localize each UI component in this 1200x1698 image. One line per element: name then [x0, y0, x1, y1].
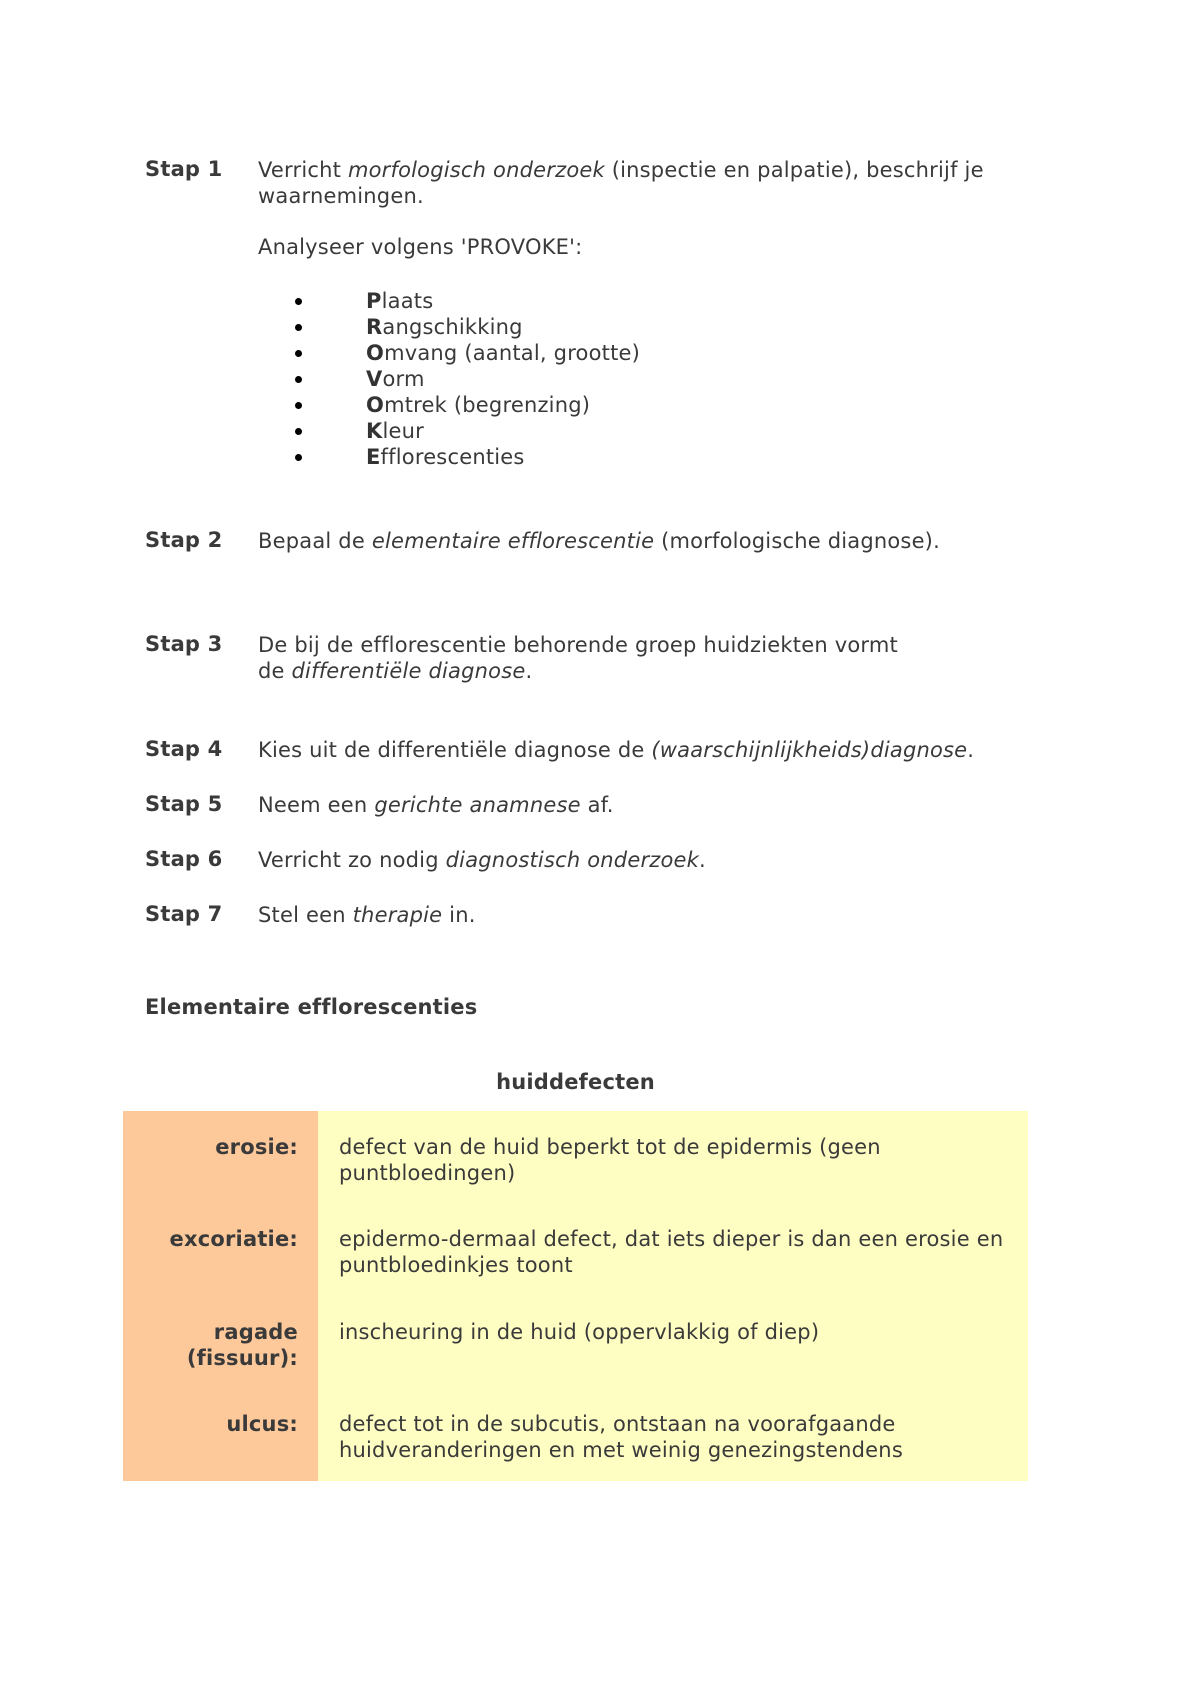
definition-excoriatie: epidermo-dermaal defect, dat iets dieper is dan een erosie en puntbloedinkjes toont	[339, 1227, 1004, 1277]
step-3-line-2: de differentiële diagnose.	[258, 659, 533, 683]
step-2-pre: Bepaal de	[258, 529, 372, 553]
term-ulcus: ulcus:	[226, 1412, 298, 1436]
step-7-label: Stap 7	[145, 902, 223, 926]
term-erosie: erosie:	[215, 1135, 298, 1159]
efflorescence-table	[123, 1111, 1028, 1481]
step-2-text	[258, 528, 1058, 554]
provoke-list	[293, 288, 640, 470]
definition-ragade: inscheuring in de huid (oppervlakkig of diep)	[339, 1320, 820, 1344]
step-3-label: Stap 3	[145, 632, 223, 656]
step-4-label: Stap 4	[145, 737, 223, 761]
step-3-emphasis: differentiële diagnose	[291, 659, 526, 683]
section-title: Elementaire efflorescenties	[145, 995, 478, 1019]
step-1-emphasis: morfologisch onderzoek	[347, 158, 605, 182]
step-5-label: Stap 5	[145, 792, 223, 816]
step-1-post: (inspectie en palpatie), beschrijf je waarnemingen.	[258, 158, 984, 208]
term-ragade: ragade (fissuur):	[186, 1320, 298, 1370]
step-2-label: Stap 2	[145, 528, 223, 552]
step-3-text	[258, 632, 1058, 684]
step-6-emphasis: diagnostisch onderzoek	[445, 848, 700, 872]
provoke-item-omtrek: Omtrek (begrenzing)	[293, 392, 640, 418]
step-7-emphasis: therapie	[352, 903, 443, 927]
provoke-intro: Analyseer volgens 'PROVOKE':	[258, 235, 583, 259]
provoke-item-plaats: Plaats	[293, 288, 640, 314]
step-5-emphasis: gerichte anamnese	[374, 793, 581, 817]
table-title: huiddefecten	[496, 1070, 655, 1094]
step-5-text: Neem een gerichte anamnese af.	[258, 793, 614, 817]
provoke-item-rangschikking: Rangschikking	[293, 314, 640, 340]
definition-ulcus: defect tot in de subcutis, ontstaan na voorafgaande huidveranderingen en met weinig genezingstendens	[339, 1412, 903, 1462]
step-3-line-1: De bij de efflorescentie behorende groep huidziekten vormt	[258, 633, 898, 657]
provoke-item-vorm: Vorm	[293, 366, 640, 392]
provoke-item-efflorescenties: Efflorescenties	[293, 444, 640, 470]
step-7-text: Stel een therapie in.	[258, 903, 476, 927]
definition-erosie: defect van de huid beperkt tot de epidermis (geen puntbloedingen)	[339, 1135, 881, 1185]
step-1-pre: Verricht	[258, 158, 348, 182]
step-6-text: Verricht zo nodig diagnostisch onderzoek.	[258, 848, 706, 872]
step-4-text: Kies uit de differentiële diagnose de (waarschijnlijkheids)diagnose.	[258, 738, 975, 762]
step-4-emphasis: (waarschijnlijkheids)diagnose	[651, 738, 968, 762]
step-1-text	[258, 157, 1058, 209]
step-2-post: (morfologische diagnose).	[654, 529, 940, 553]
term-excoriatie: excoriatie:	[169, 1227, 298, 1251]
provoke-item-kleur: Kleur	[293, 418, 640, 444]
step-6-label: Stap 6	[145, 847, 223, 871]
step-2-emphasis: elementaire efflorescentie	[371, 529, 655, 553]
provoke-item-omvang: Omvang (aantal, grootte)	[293, 340, 640, 366]
step-1-label: Stap 1	[145, 157, 223, 181]
